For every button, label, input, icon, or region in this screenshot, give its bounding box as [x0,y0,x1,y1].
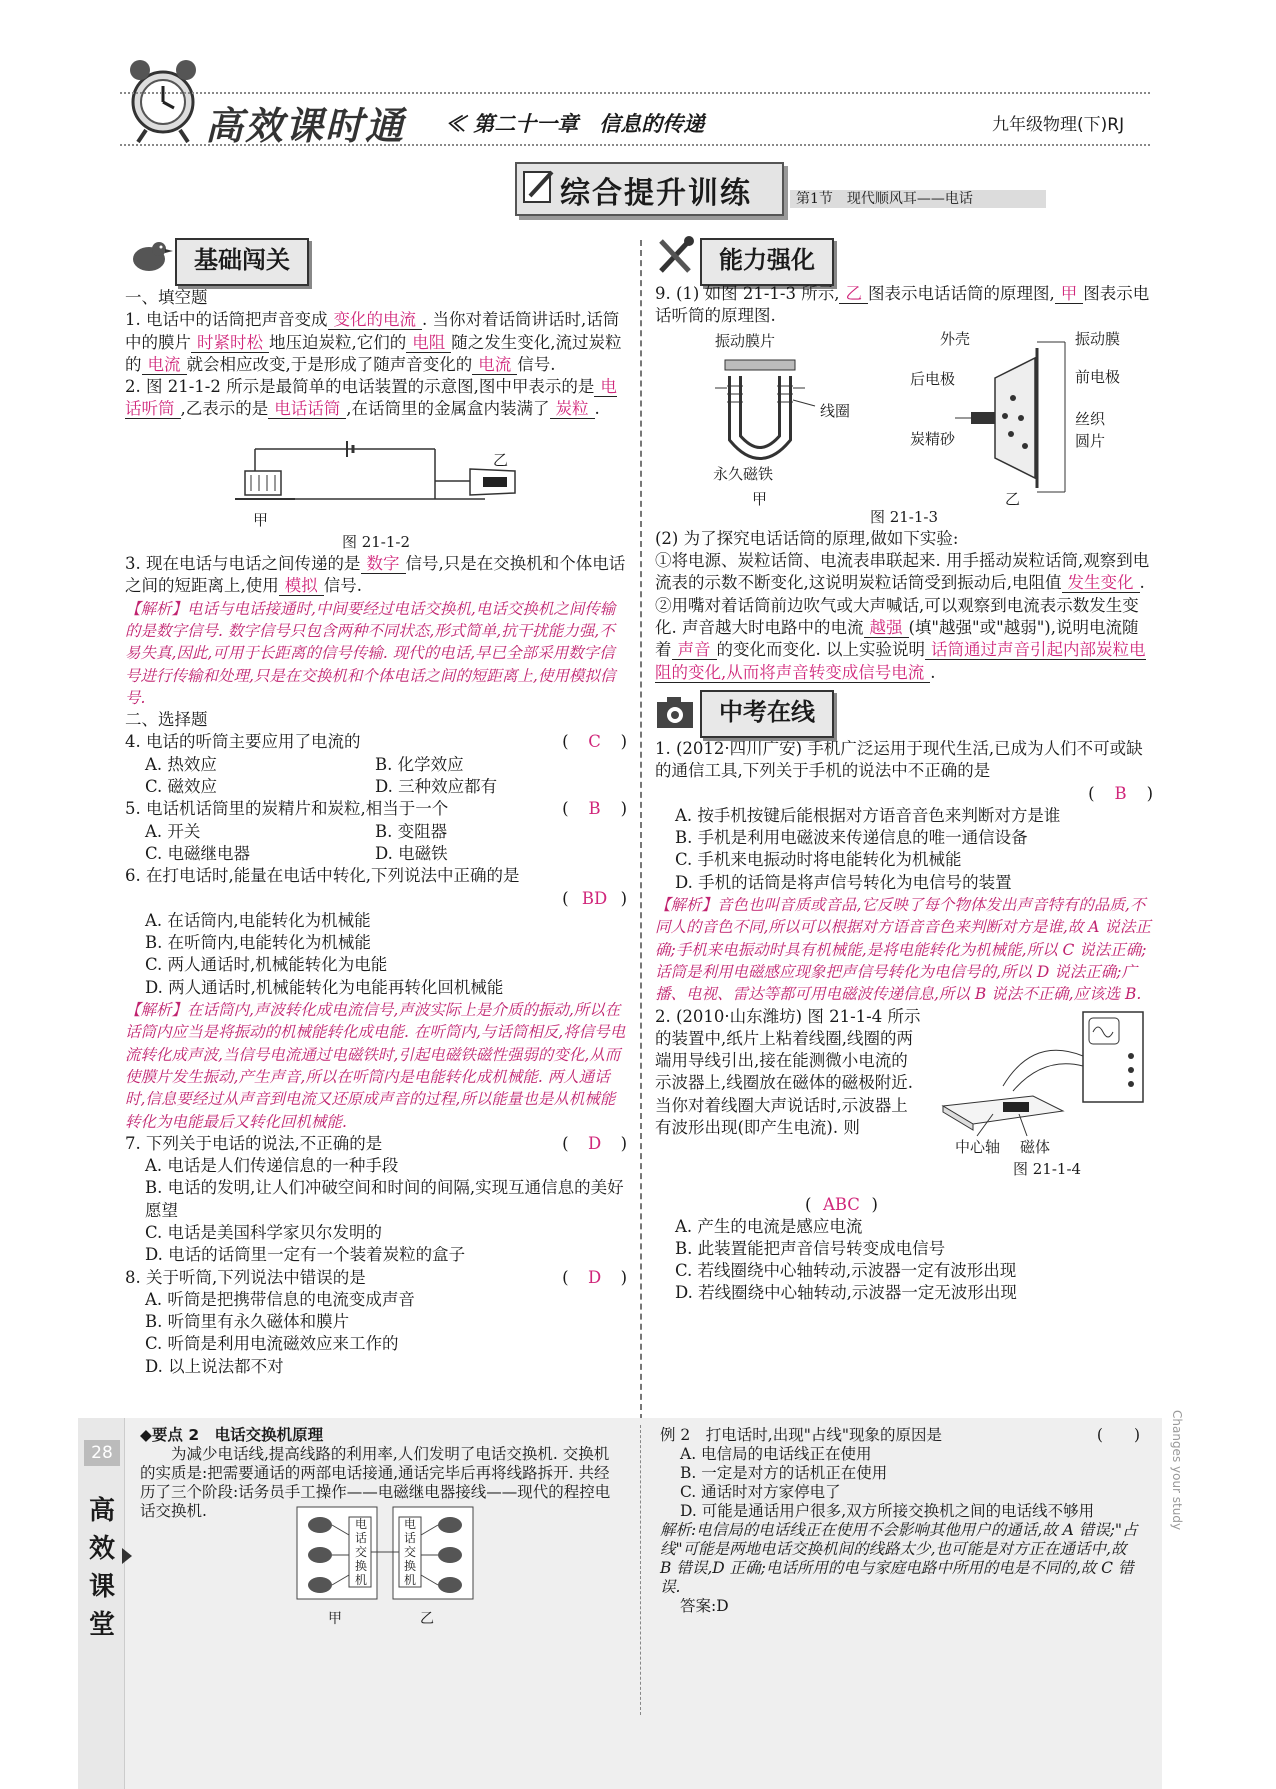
fig2-label-b: 乙 [493,450,509,469]
example-block: 例 2 打电话时,出现"占线"现象的原因是 ( ) A. 电信局的电话线正在使用 B. 一定是对方的话机正在使用 C. 通话时对方家停电了 D. 可能是通话用户很多,双方所接交换机之间的电话线不够用 解析:电信局的电话线正在使用不会影响其他用户的通话,故 A 错误;"占线"可能是两地电话交换机间的线路太少,也可能是对方正在通话中,故 B 错误,D 正确;电话所用的电与家庭电路中所用的电是不同的,故 C 错误. 答案:D [660,1426,1140,1615]
choice-head: 二、选择题 [125,710,208,730]
badge-basic: 基础闯关 [175,238,309,286]
q7: 7. 下列关于电话的说法,不正确的是 ( D ) [125,1133,627,1153]
vertical-note: Changes your study [1170,1410,1184,1531]
side-label: 高 效 课 堂 [88,1496,115,1640]
example-answer: 答案:D [680,1597,729,1615]
circuit-diagram [125,421,625,509]
section-subtitle: 第1节 现代顺风耳——电话 [790,190,1046,208]
left-column: 一、填空题 1. 电话中的话筒把声音变成 变化的电流 . 当你对着话筒讲话时,话筒中的膜片 时紧时松 地压迫炭粒,它们的 电阻 随之发生变化,流过炭粒的 电流 就会相应改变,于是形成了随声音变化的 电流 信号. 2. 图 21-1-2 所示是最简单的电话装置的示意图,图中甲表示的是 电话听筒 ,乙表示的是 电话话筒 ,在话筒里的金属盒内装满了 炭粒 . 甲 乙 图 21-1-2 3. 现在电话与电话之间传递的是 数字 信号,只是在交换机和个体电话之间的短距离上,使用 模拟 信号. 【解析】电话与电话接通时,中间要经过电话交换机,电话交换机之间传输的是数字信号. 数字信号只包含两种不同状态,形式简单,抗干扰能力强,不易失真,因此,可用于长距离的信号传输. 现代的电话,早已全部采用数字信号进行传输和处理,只是在交换机和个体电话之间的短距离上,使用模拟信号. 二、选择题 4. 电话的听筒主要应用了电流的 ( C ) A. 热效应 B. 化学效应 C. 磁效应 D. 三种效应都有 5. 电话机话筒里的炭精片和炭粒,相当于一个 ( B ) A. 开关 B. 变阻器 C. 电磁继电器 D. 电磁铁 6. 在打电话时,能量在电话中转化,下列说法中正确的是 ( BD ) A. 在话筒内,电能转化为机械能 B. 在听筒内,电能转化为机械能 C. 两人通话时,机械能转化为电能 D. 两人通话时,机械能转化为电能再转化回机械能 【解析】在话筒内,声波转化成电流信号,声波实际上是介质的振动,所以在话筒内应当是将振动的机械能转化成电能. 在听筒内,与话筒相反,将信号电流转化成声波,当信号电流通过电磁铁时,引起电磁铁磁性强弱的变化,从而使膜片发生振动,产生声音,所以在听筒内是电能转化成机械能. 两人通话时,信息要经过从声音到电流又还原成声音的过程,所以能量也是从机械能转化为电能最后又转化回机械能. 7. 下列关于电话的说法,不正确的是 ( D ) A. 电话是人们传递信息的一种手段 B. 电话的发明,让人们冲破空间和时间的间隔,实现互通信息的美好愿望 C. 电话是美国科学家贝尔发明的 D. 电话的话筒里一定有一个装着炭粒的盒子 8. 关于听筒,下列说法中错误的是 ( D ) A. 听筒是把携带信息的电流变成声音 B. 听筒里有永久磁体和膜片 C. 听筒是利用电流磁效应来工作的 D. 以上说法都不对 [125,288,627,1376]
q3: 3. 现在电话与电话之间传递的是 数字 信号,只是在交换机和个体电话之间的短距离上,使用 模拟 信号. [125,554,626,596]
q3-explanation: 【解析】电话与电话接通时,中间要经过电话交换机,电话交换机之间传输的是数字信号. 数字信号只包含两种不同状态,形式简单,抗干扰能力强,不易失真,因此,可用于长距离的信号传输. 现代的电话,早已全部采用数字信号进行传输和处理,只是在交换机和个体电话之间的短距离上,使用模拟信号. [125,599,616,707]
chapter-title: ≪ 第二十一章 信息的传递 [445,111,705,136]
switch-label-a: 电话交换机 [354,1517,367,1587]
z2: 2. (2010·山东潍坊) 图 21-1-4 所示的装置中,纸片上粘着线圈,线圈的两端用导线引出,接在能测微小电流的示波器上,线圈放在磁体的磁极附近. 当你对着线圈大声说话时,示波器上有波形出现(即产生电流). 则 [655,1006,921,1138]
q6-explanation: 【解析】在话筒内,声波转化成电流信号,声波实际上是介质的振动,所以在话筒内应当是将振动的机械能转化成电能. 在听筒内,与话筒相反,将信号电流转化成声波,当信号电流通过电磁铁时,引起电磁铁磁性强弱的变化,从而使膜片发生振动,产生声音,所以在听筒内是电能转化成机械能. 两人通话时,信息要经过从声音到电流又还原成声音的过程,所以能量也是从机械能转化为电能最后又转化回机械能. [125,1001,626,1131]
q6: 6. 在打电话时,能量在电话中转化,下列说法中正确的是 [125,866,520,886]
figure-21-1-2 [125,421,627,531]
pencil-icon [522,168,556,206]
q1: 1. 电话中的话筒把声音变成 变化的电流 . 当你对着话筒讲话时,话筒中的膜片 时紧时松 地压迫炭粒,它们的 电阻 随之发生变化,流过炭粒的 电流 就会相应改变,于是形成了随声音变化的 电流 信号. [125,310,622,374]
q8: 8. 关于听筒,下列说法中错误的是 ( D ) [125,1267,627,1287]
example-stem: 例 2 打电话时,出现"占线"现象的原因是 [660,1426,942,1444]
fig2-label-a: 甲 [253,510,269,529]
q9: 9. (1) 如图 21-1-3 所示, 乙 图表示电话话筒的原理图, 甲 图表示电话听筒的原理图. [655,284,1150,326]
bottom-divider [640,1425,641,1715]
column-divider [640,240,642,1420]
exchange-diagram [295,1505,475,1605]
tools-icon [655,235,697,277]
example-explanation: 解析:电信局的电话线正在使用不会影响其他用户的通话,故 A 错误;"占线"可能是两地电话交换机间的线路太少,也可能是对方正在通话中,故 B 错误,D 正确;电话所用的电与家庭电路中所用的电是不同的,故 C 错误. [660,1521,1138,1596]
bird-icon [125,235,173,277]
fill-head: 一、填空题 [125,288,208,307]
z1-explanation: 【解析】音色也叫音质或音品,它反映了每个物体发出声音特有的品质,不同人的音色不同,所以可以根据对方语音音色来判断对方是谁,故 A 说法正确;手机来电振动时具有机械能,是将电能转化为机械能,所以 C 说法正确;话筒是利用电磁感应现象把声信号转化为电信号的,所以 D 说法正确;广播、电视、雷达等都可用电磁波传递信息,所以 B 说法不正确,应该选 B. [655,896,1151,1004]
fig2-caption: 图 21-1-2 [341,532,411,551]
page-number: 28 [84,1440,120,1466]
grade-label: 九年级物理(下)RJ [992,115,1125,135]
badge-exam: 中考在线 [700,690,834,738]
switch-label-b: 电话交换机 [403,1517,416,1587]
z1: 1. (2012·四川广安) 手机广泛运用于现代生活,已成为人们不可或缺的通信工具,下列关于手机的说法中不正确的是 [655,738,1143,781]
point-text: 为减少电话线,提高线路的利用率,人们发明了电话交换机. 交换机的实质是:把需要通话的两部电话接通,通话完毕后再将线路拆开. 共经历了三个阶段:话务员手工操作——电磁继电器接线——现代的程控电话交换机. [140,1445,611,1520]
q4: 4. 电话的听筒主要应用了电流的 ( C ) [125,732,627,752]
camera-icon [655,692,695,732]
figure-21-1-3: 振动膜片 线圈 永久磁铁 甲 外壳 振动膜 后电极 前电极 炭精砂 丝织圆片 乙 [655,328,1153,506]
play-arrow-icon [122,1548,132,1564]
badge-ability: 能力强化 [700,238,834,286]
q2: 2. 图 21-1-2 所示是最简单的电话装置的示意图,图中甲表示的是 电话听筒 ,乙表示的是 电话话筒 ,在话筒里的金属盒内装满了 炭粒 . [125,377,617,419]
section-title: 综合提升训练 [560,176,752,211]
point-title: ◆要点 2 电话交换机原理 [140,1426,324,1444]
q5: 5. 电话机话筒里的炭精片和炭粒,相当于一个 ( B ) [125,799,627,819]
right-column: 9. (1) 如图 21-1-3 所示, 乙 图表示电话话筒的原理图, 甲 图表示电话听筒的原理图. 振动膜片 线圈 永久磁铁 甲 外壳 振动膜 后电极 前电极 炭精砂 丝织圆片 乙 图 21-1-3 (2) 为了探究电话话筒的原理,做如下实验: ①将电源、炭粒话筒、电流表串联起来. 用手摇动炭粒话筒,观察到电流表的示数不断变化,这说明炭粒话筒受到振动后,电阻值 发生变化 . ②用嘴对着话筒前边吹气或大声喊话,可以观察到电流表示数发生变化. 声音越大时电路中的电流 越强 (填"越强"或"越弱"),说明电流随着 声音 的变化而变化. 以上实验说明 话筒通过声音引起内部炭粒电阻的变化,从而将声音转变成信号电流 . 中考在线 1. (2012·四川广安) 手机广泛运用于现代生活,已成为人们不可或缺的通信工具,下列关于手机的说法中不正确的是 ( B ) A. 按手机按键后能根据对方语音音色来判断对方是谁 B. 手机是利用电磁波来传递信息的唯一通信设备 C. 手机来电振动时将电能转化为机械能 D. 手机的话筒是将声信号转化为电信号的装置 【解析】音色也叫音质或音品,它反映了每个物体发出声音特有的品质,不同人的音色不同,所以可以根据对方语音音色来判断对方是谁,故 A 说法正确;手机来电振动时具有机械能,是将电能转化为机械能,所以 C 说法正确;话筒是利用电磁感应现象把声信号转化为电信号的,所以 D 说法正确;广播、电视、雷达等都可用电磁波传递信息,所以 B 说法不正确,应该选 B. 2. (2010·山东潍坊) 图 21-1-4 所示的装置中,纸片上粘着线圈,线圈的两端用导线引出,接在能测微小电流的示波器上,线圈放在磁体的磁极附近. 当你对着线圈大声说话时,示波器上有波形出现(即产生电流). 则 ( ABC ) 中心轴 磁体 图 21-1-4 A. 产生的电流是感应电流 B. 此装置能把声音信号转变成电信号 C. 若线圈绕中心轴转动,示波器一定有波形出现 D. 若线圈绕中心轴转动,示波器一定无波形出现 [655,284,1153,1303]
brand-title: 高效课时通 [205,104,406,148]
